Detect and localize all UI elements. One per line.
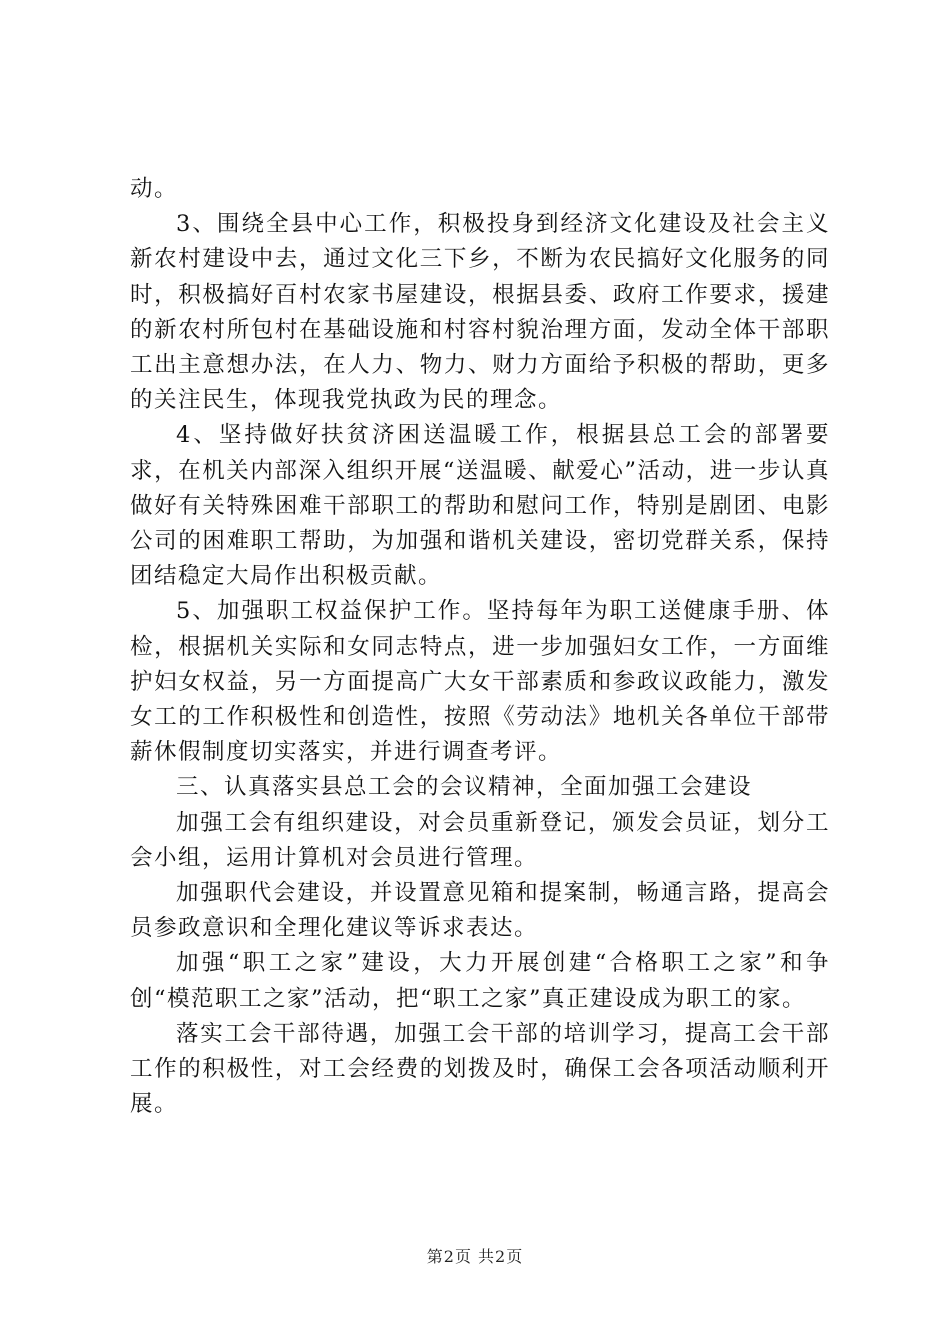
document-body: [130, 172, 830, 1122]
paragraph-continuation: 动。: [130, 176, 179, 202]
paragraph-workers-home: 加强“职工之家”建设，大力开展创建“合格职工之家”和争创“模范职工之家”活动，把“职工之家”真正建设成为职工的家。: [130, 950, 830, 1012]
paragraph-organization: 加强工会有组织建设，对会员重新登记，颁发会员证，划分工会小组，运用计算机对会员进行管理。: [130, 809, 830, 871]
paragraph-item-4: 4、坚持做好扶贫济困送温暖工作，根据县总工会的部署要求，在机关内部深入组织开展“送温暖、献爱心”活动，进一步认真做好有关特殊困难干部职工的帮助和慰问工作，特别是剧团、电影公司的困难职工帮助，为加强和谐机关建设，密切党群关系，保持团结稳定大局作出积极贡献。: [130, 422, 830, 590]
paragraph-cadre-treatment: 落实工会干部待遇，加强工会干部的培训学习，提高工会干部工作的积极性，对工会经费的划拨及时，确保工会各项活动顺利开展。: [130, 1020, 830, 1118]
page-number-footer: 第2页 共2页: [426, 1247, 524, 1266]
section-heading-3: 三、认真落实县总工会的会议精神，全面加强工会建设: [176, 774, 753, 801]
paragraph-item-5: 5、加强职工权益保护工作。坚持每年为职工送健康手册、体检，根据机关实际和女同志特点，进一步加强妇女工作，一方面维护妇女权益，另一方面提高广大女干部素质和参政议政能力，激发女工的工作积极性和创造性，按照《劳动法》地机关各单位干部带薪休假制度切实落实，并进行调查考评。: [130, 598, 830, 766]
paragraph-workers-congress: 加强职代会建设，并设置意见箱和提案制，畅通言路，提高会员参政意识和全理化建议等诉求表达。: [130, 880, 830, 942]
paragraph-item-3: 3、围绕全县中心工作，积极投身到经济文化建设及社会主义新农村建设中去，通过文化三下乡，不断为农民搞好文化服务的同时，积极搞好百村农家书屋建设，根据县委、政府工作要求，援建的新农村所包村在基础设施和村容村貌治理方面，发动全体干部职工出主意想办法，在人力、物力、财力方面给予积极的帮助，更多的关注民生，体现我党执政为民的理念。: [130, 211, 830, 414]
